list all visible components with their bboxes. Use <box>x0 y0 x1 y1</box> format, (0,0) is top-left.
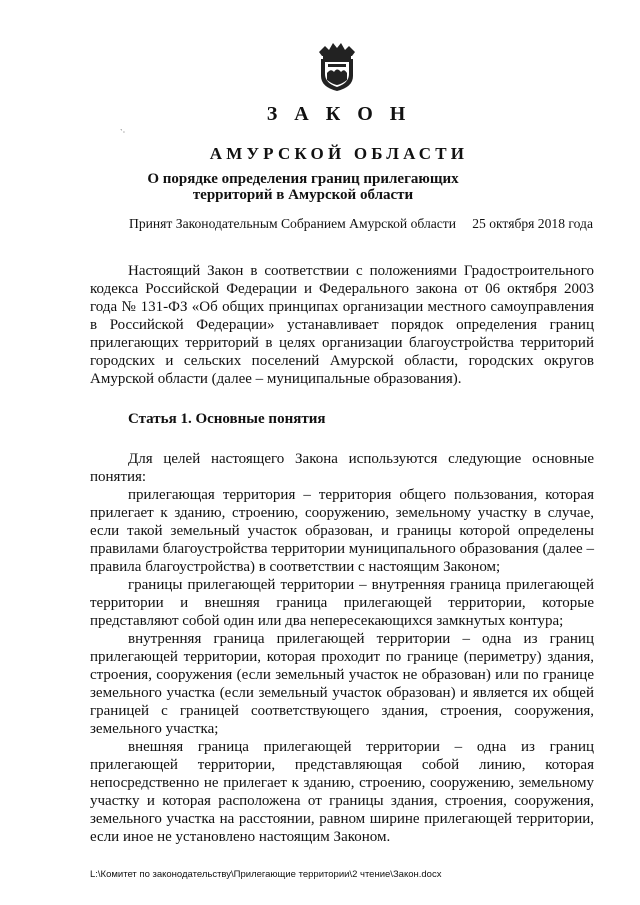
article-heading: Статья 1. Основные понятия <box>128 411 326 427</box>
definition-boundaries: границы прилегающей территории – внутренняя граница прилегающей территории и внешняя граница прилегающей территории, которые представляют собой один или два непересекающихся замкнутых контура; <box>90 577 594 629</box>
adoption-date: 25 октября 2018 года <box>472 216 593 231</box>
region-title: АМУРСКОЙ ОБЛАСТИ <box>209 144 469 163</box>
scan-mark: `· <box>120 128 126 137</box>
adoption-line <box>129 216 593 232</box>
article-lead: Для целей настоящего Закона используются следующие основные понятия: <box>90 451 594 485</box>
amur-coat-of-arms-icon <box>314 40 360 92</box>
file-path-footer: L:\Комитет по законодательству\Прилегающие территории\2 чтение\Закон.docx <box>90 869 442 880</box>
definition-outer-boundary: внешняя граница прилегающей территории – одна из границ прилегающей территории, представляющая собой линию, которая непосредственно не прилегает к зданию, строению, сооружению, земельному участку и которая расположена от границы здания, строения, сооружения, земельного участка на расстоянии, равном ширине прилегающей территории, если иное не установлено настоящим Законом. <box>90 739 594 845</box>
law-body <box>90 262 594 846</box>
intro-paragraph: Настоящий Закон в соответствии с положениями Градостроительного кодекса Российской Федерации и Федерального закона от 06 октября 2003 года № 131-ФЗ «Об общих принципах организации местного самоуправления в Российской Федерации» устанавливает порядок определения границ прилегающих территорий в целях организации благоустройства территорий городских и сельских поселений Амурской области, городских округов Амурской области (далее – муниципальные образования). <box>90 263 594 387</box>
document-title: З А К О Н <box>266 103 412 125</box>
adopted-by: Принят Законодательным Собранием Амурской области <box>129 216 457 231</box>
law-subtitle: О порядке определения границ прилегающих территорий в Амурской области <box>147 171 459 203</box>
definition-adjacent-territory: прилегающая территория – территория общего пользования, которая прилегает к зданию, строению, сооружению, земельному участку в случае, если такой земельный участок образован, и границы которой определены правилами благоустройства территории муниципального образования (далее – правила благоустройства) в соответствии с настоящим Законом; <box>90 487 594 575</box>
definition-inner-boundary: внутренняя граница прилегающей территории – одна из границ прилегающей территории, которая проходит по границе (периметру) здания, строения, сооружения (если земельный участок не образован) или по границе земельного участка (если земельный участок образован) и является их общей границей с границей соответствующего здания, строения, сооружения, земельного участка; <box>90 631 594 737</box>
